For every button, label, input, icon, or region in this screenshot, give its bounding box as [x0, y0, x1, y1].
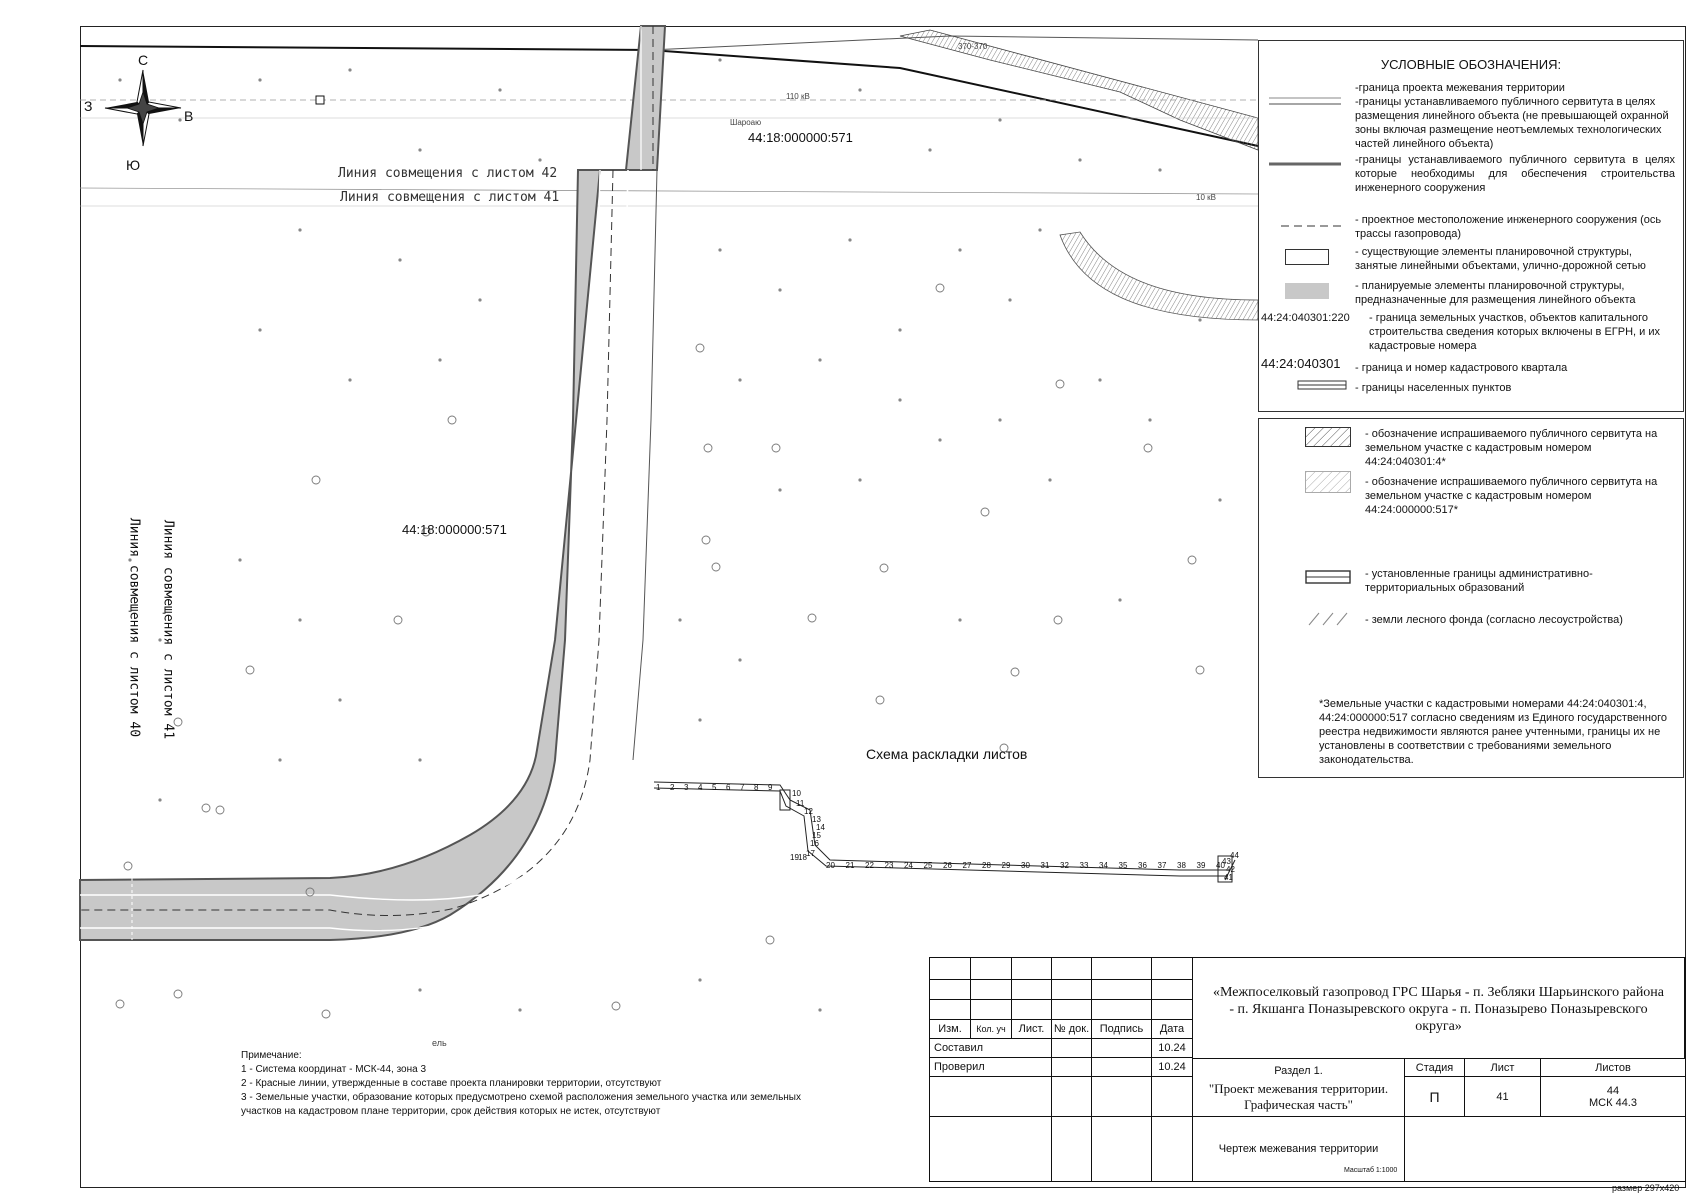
sheet-number-label: 11: [796, 799, 805, 808]
compass-rose: [105, 70, 181, 146]
sheet-number-label: 18: [798, 853, 807, 862]
compass-east: В: [184, 108, 194, 124]
tb-cell: [1052, 1000, 1092, 1020]
pipeline-corridor: [80, 26, 665, 940]
tb-cell: [1052, 1039, 1092, 1058]
legend-item-admin-boundaries: - установленные границы административно-территориальных образований: [1365, 568, 1593, 594]
junction-line-vertical-41: Линия совмещения с листом 41: [160, 519, 176, 740]
format-size: размер 297х420: [1612, 1183, 1680, 1193]
junction-line-41: Линия совмещения с листом 41: [340, 190, 560, 205]
tb-cell: [1092, 1077, 1152, 1117]
sheet-number-label: 20: [826, 861, 835, 870]
compass-west: З: [84, 98, 93, 114]
tb-cell: [1092, 980, 1152, 1000]
sheet-number-label: 28: [982, 861, 991, 870]
note-3: 3 - Земельные участки, образование которых предусмотрено схемой расположения земельного участка или земельных участков на кадастровом плане территории, срок действия которых не истек, отсутствуют: [241, 1092, 801, 1117]
terrain-dots: [118, 58, 1221, 1011]
sheet-number-label: 8: [754, 783, 759, 792]
tb-header-data: Дата: [1152, 1020, 1193, 1039]
tb-cell: [971, 980, 1012, 1000]
road-boundaries: [80, 30, 1258, 320]
tb-cell: [1405, 1117, 1685, 1181]
sheet-layout-title: Схема раскладки листов: [866, 746, 1028, 762]
sheet-number-label: 12: [804, 807, 813, 816]
tb-cell: [930, 1117, 1052, 1181]
legend-item-servitude-517: - обозначение испрашиваемого публичного сервитута на земельном участке с кадастровым номером 44:24:000000:517*: [1365, 476, 1658, 516]
sheet-number-label: 9: [768, 783, 773, 792]
legend-item-servitude-linear: -границы устанавливаемого публичного сервитута в целях размещения линейного объекта (не превышающей охранной зоны включая размещение неотъемлемых технологических частей линейного объекта): [1355, 96, 1669, 150]
tb-doc-code: МСК 44.3: [1589, 1096, 1637, 1109]
sheet-number-label: 25: [923, 861, 933, 870]
legend-symbol-forest-fund: [1305, 611, 1351, 627]
legend-item-project-boundary: -граница проекта межевания территории: [1355, 82, 1565, 94]
tb-cell: [1052, 980, 1092, 1000]
legend-panel-secondary: [1258, 418, 1684, 778]
sheet-number-label: 41: [1224, 873, 1233, 882]
legend-symbol-existing-elements: [1285, 249, 1329, 265]
powerline-label-110: 110 кВ: [786, 92, 810, 101]
sheet-number-label: 14: [816, 823, 825, 832]
note-2: 2 - Красные линии, утвержденные в составе проекта планировки территории, отсутствуют: [241, 1078, 662, 1089]
tb-cell: [1092, 1117, 1152, 1181]
tb-header-podpis: Подпись: [1092, 1020, 1152, 1039]
tree-label: ель: [432, 1038, 447, 1048]
legend-item-cadastral-quarter: - граница и номер кадастрового квартала: [1355, 362, 1568, 374]
legend-symbol-servitude-517: [1305, 471, 1351, 493]
tb-header-izm: Изм.: [930, 1020, 971, 1039]
tb-project-title: «Межпоселковый газопровод ГРС Шарья - п. Зебляки Шарьинского района - п. Якшанга Поназыревского округа - п. Поназырево Поназыревского округа»: [1193, 958, 1685, 1059]
legend-symbol-planned-elements: [1285, 283, 1329, 299]
tb-cell: [971, 958, 1012, 980]
sheet-number-label: 37: [1157, 861, 1167, 870]
tb-listov-cell: [1541, 1077, 1685, 1117]
sheet-number-label: 30: [1021, 861, 1030, 870]
tb-cell: [1012, 958, 1052, 980]
sheet-number-label: 7: [740, 783, 745, 792]
tb-cell: [1052, 1058, 1092, 1077]
sheet-number-label: 32: [1060, 861, 1069, 870]
legend-footnote: *Земельные участки с кадастровыми номерами 44:24:040301:4, 44:24:000000:517 согласно сведениям из Единого государственного реестра недвижимости являются ранее учтенными, границы их не установлены в соответствии с требованиями земельного законодательства.: [1319, 698, 1667, 766]
tb-listov-value: 44: [1606, 1084, 1620, 1097]
tb-proveril: Проверил: [930, 1058, 1052, 1077]
sheet-number-label: 19: [790, 853, 799, 862]
sheet-number-label: 16: [810, 839, 819, 848]
legend-item-forest-fund: - земли лесного фонда (согласно лесоустройства): [1365, 614, 1623, 626]
tb-stadia-label: Стадия: [1405, 1059, 1465, 1077]
sheet-number-label: 23: [884, 861, 894, 870]
tb-cell: [971, 1000, 1012, 1020]
tb-cell: [930, 958, 971, 980]
junction-line-vertical-40: Линия совмещения с листом 40: [126, 517, 142, 738]
sheet-number-label: 17: [806, 849, 815, 858]
tb-cell: [1152, 958, 1193, 980]
road-label: 370-370: [958, 42, 988, 51]
tb-date-2: 10.24: [1152, 1058, 1193, 1077]
legend-symbol-servitude-construction: [1269, 159, 1341, 169]
sheet-number-label: 10: [792, 789, 801, 798]
legend-item-settlement-boundary: - границы населенных пунктов: [1355, 382, 1512, 394]
tb-cell: [930, 980, 971, 1000]
tb-header-kol: Кол. уч: [971, 1020, 1012, 1039]
tb-cell: [1092, 1000, 1152, 1020]
tb-cell: [1052, 1077, 1092, 1117]
legend-cadastral-quarter-example: 44:24:040301: [1261, 356, 1341, 371]
tb-listov-label: Листов: [1541, 1059, 1685, 1077]
legend-item-servitude-40301: - обозначение испрашиваемого публичного сервитута на земельном участке с кадастровым номером 44:24:040301:4*: [1365, 428, 1658, 468]
legend-title: УСЛОВНЫЕ ОБОЗНАЧЕНИЯ:: [1380, 57, 1562, 72]
compass-south: Ю: [126, 157, 141, 173]
title-block: [929, 957, 1686, 1182]
legend-symbol-servitude-40301: [1305, 427, 1351, 447]
legend-symbol-settlement-boundary: [1297, 379, 1347, 391]
note-1: 1 - Система координат - МСК-44, зона 3: [241, 1064, 427, 1075]
tb-cell: [1152, 1117, 1193, 1181]
legend-symbol-admin-boundaries: [1305, 567, 1351, 587]
tb-cell: [1152, 980, 1193, 1000]
marker-square: [316, 96, 324, 104]
tb-section-name: "Проект межевания территории. Графическая часть": [1193, 1077, 1405, 1117]
sheet-number-label: 34: [1099, 861, 1108, 870]
sheet-number-label: 13: [812, 815, 821, 824]
sheet-number-label: 26: [943, 861, 952, 870]
tb-cell: [1012, 980, 1052, 1000]
legend-panel: [1258, 40, 1684, 412]
junction-line-42: Линия совмещения с листом 42: [338, 166, 558, 181]
sheet-number-label: 43: [1222, 857, 1231, 866]
sheet-number-label: 27: [962, 861, 972, 870]
sheet-number-label: 39: [1196, 861, 1206, 870]
legend-symbol-servitude-linear: [1269, 99, 1341, 109]
tb-list-value: 41: [1465, 1077, 1541, 1117]
powerline-label-10: 10 кВ: [1196, 193, 1216, 202]
legend-cadastral-parcel-example: 44:24:040301:220: [1261, 312, 1350, 324]
tb-section: Раздел 1.: [1193, 1059, 1405, 1077]
parcel-label-top: 44:18:000000:571: [748, 130, 853, 145]
legend-item-existing-elements: - существующие элементы планировочной структуры, занятые линейными объектами, улично-дорожной сетью: [1355, 246, 1646, 272]
tb-cell: [1052, 958, 1092, 980]
tb-sostavil: Составил: [930, 1039, 1052, 1058]
tb-cell: [1152, 1077, 1193, 1117]
parcel-label-center: 44:18:000000:571: [402, 522, 507, 537]
sheet-number-label: 5: [712, 783, 717, 792]
legend-item-pipeline-axis: - проектное местоположение инженерного сооружения (ось трассы газопровода): [1355, 214, 1662, 240]
tb-scale: Масштаб 1:1000: [1344, 1167, 1398, 1174]
sheet-number-label: 3: [684, 783, 689, 792]
tb-cell: [1152, 1000, 1193, 1020]
tb-cell: [930, 1000, 971, 1020]
tb-list-label: Лист: [1465, 1059, 1541, 1077]
sheet-number-label: 24: [904, 861, 913, 870]
tb-cell: [1092, 958, 1152, 980]
sheet-number-label: 15: [812, 831, 821, 840]
sheet-number-label: 35: [1118, 861, 1128, 870]
notes-title: Примечание:: [241, 1050, 302, 1061]
sheet-number-label: 36: [1138, 861, 1147, 870]
sheet-number-label: 4: [698, 783, 703, 792]
sheet-number-label: 29: [1001, 861, 1011, 870]
legend-item-cadastral-parcels: - граница земельных участков, объектов капитального строительства сведения которых включены в ЕГРН, и их кадастровые номера: [1369, 312, 1660, 352]
legend-item-servitude-construction: -границы устанавливаемого публичного сервитута в целях которые необходимы для обеспечения строительства инженерного сооружения: [1355, 154, 1675, 194]
legend-item-planned-elements: - планируемые элементы планировочной структуры, предназначенные для размещения линейного объекта: [1355, 280, 1636, 306]
sheet-number-label: 1: [656, 783, 661, 792]
notes: [241, 1049, 801, 1119]
tb-cell: [1092, 1039, 1152, 1058]
sheet-number-label: 22: [865, 861, 874, 870]
sheet-number-label: 38: [1177, 861, 1186, 870]
sheet-number-label: 31: [1040, 861, 1050, 870]
sheet-number-label: 40: [1216, 861, 1225, 870]
tb-drawing-name: Чертеж межевания территории: [1193, 1117, 1405, 1181]
tb-header-ndok: № док.: [1052, 1020, 1092, 1039]
sheet-number-label: 21: [845, 861, 855, 870]
tb-header-list: Лист.: [1012, 1020, 1052, 1039]
legend-symbol-pipeline-axis: [1281, 221, 1341, 231]
sheet-number-label: 33: [1079, 861, 1089, 870]
tb-stadia-value: П: [1405, 1077, 1465, 1117]
place-label: Шароаю: [730, 118, 762, 127]
tb-cell: [1092, 1058, 1152, 1077]
tb-cell: [1012, 1000, 1052, 1020]
sheet-number-label: 6: [726, 783, 731, 792]
compass-north: С: [138, 52, 149, 68]
sheet-number-label: 42: [1226, 865, 1235, 874]
sheet-number-labels: [656, 783, 1239, 882]
tb-date-1: 10.24: [1152, 1039, 1193, 1058]
tb-cell: [1052, 1117, 1092, 1181]
sheet-number-label: 2: [670, 783, 675, 792]
tb-cell: [930, 1077, 1052, 1117]
sheet-number-label: 44: [1230, 851, 1239, 860]
